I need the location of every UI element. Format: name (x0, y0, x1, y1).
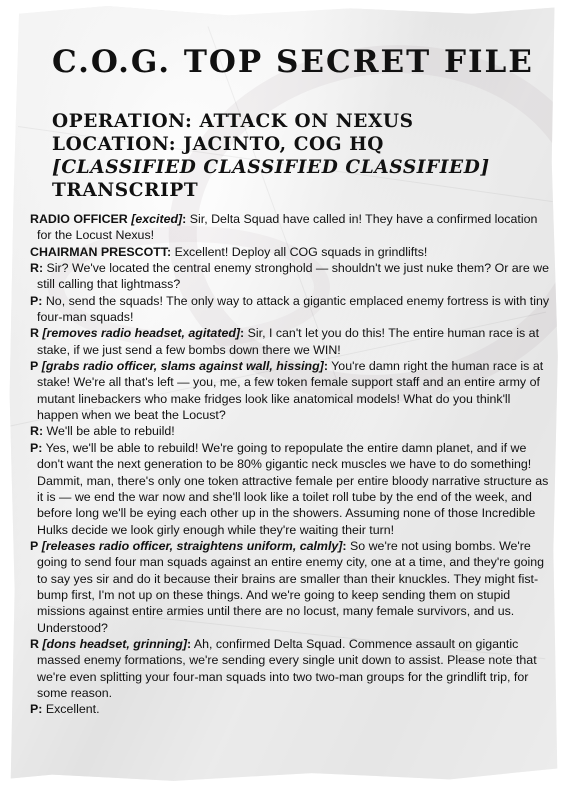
speaker-colon: : (182, 212, 187, 226)
stage-direction: [releases radio officer, straightens uniform, calmly] (41, 538, 343, 553)
transcript-entry (30, 538, 550, 636)
speaker-colon: : (38, 261, 44, 276)
speaker-colon: : (38, 293, 43, 308)
speaker-name: P (30, 538, 39, 553)
speaker-colon: : (38, 702, 43, 717)
dialogue-text: You're damn right the human race is at stake! We're all that's left — you, me, a few token female support staff and an entire army of mutant linebackers who make fridges look like anatomical models! What do you think'll happen when we beat the Locust? (37, 359, 544, 423)
dialogue-text: No, send the squads! The only way to attack a gigantic emplaced enemy fortress is with tiny four-man squads! (37, 293, 550, 325)
operation-header (52, 110, 490, 202)
transcript-entry (30, 211, 550, 244)
transcript-entry (30, 325, 550, 358)
speaker-colon: : (38, 440, 43, 455)
transcript-entry (30, 636, 550, 701)
speaker-name: P (30, 440, 39, 455)
transcript-body (30, 211, 550, 718)
speaker-name: RADIO OFFICER (30, 212, 128, 226)
speaker-colon: : (186, 636, 192, 651)
dialogue-text: Yes, we'll be able to rebuild! We're going to repopulate the entire damn planet, and if we don't want the next generation to be 80% gigantic neck muscles we have to do something! Dammit, man, there's only one token attractive female per entire bloody narrative structure as it is — we end the war now and she'll look like a toilet roll tube by the end of the week, and before long we'll be eying each other up in the showers. Assuming none of those Incredible Hulks decide we look girly enough while they're waiting their turn! (37, 440, 549, 537)
speaker-colon: : (240, 326, 245, 341)
dialogue-text: Sir, Delta Squad have called in! They have a confirmed location for the Locust Nexus! (37, 212, 538, 243)
transcript-entry (30, 260, 550, 293)
document-title: C.O.G. TOP SECRET FILE (52, 44, 534, 80)
speaker-name: P (30, 702, 39, 717)
transcript-entry (30, 358, 550, 423)
transcript-entry (30, 701, 550, 717)
transcript-label: TRANSCRIPT (52, 180, 199, 201)
stage-direction: [removes radio headset, agitated] (42, 326, 241, 341)
operation-line: OPERATION: ATTACK ON NEXUS (52, 111, 414, 132)
stage-direction: [excited] (131, 212, 183, 226)
speaker-name: R (30, 636, 39, 651)
stage-direction: [grabs radio officer, slams against wall, hissing] (41, 359, 324, 374)
transcript-entry (30, 293, 550, 326)
dialogue-text: We'll be able to rebuild! (43, 424, 175, 439)
speaker-colon: : (342, 538, 347, 553)
speaker-name: R (30, 424, 39, 439)
dialogue-text: Ah, confirmed Delta Squad. Commence assault on gigantic massed enemy formations, we're sending every single unit down to assist. Please note that we're even splitting your four-man squads into two two-man groups for the grindlift trip, for some reason. (37, 636, 537, 700)
location-line: LOCATION: JACINTO, COG HQ (52, 134, 384, 155)
transcript-entry (30, 423, 550, 439)
speaker-name: R (30, 261, 39, 276)
dialogue-text: Excellent! Deploy all COG squads in grindlifts! (171, 244, 428, 259)
speaker-colon: : (167, 244, 172, 259)
dialogue-text: Sir? We've located the central enemy stronghold — shouldn't we just nuke them? Or are we still calling that lightmass? (37, 261, 549, 292)
speaker-name: P (30, 359, 39, 374)
speaker-name: CHAIRMAN PRESCOTT (30, 244, 167, 259)
transcript-entry (30, 440, 550, 538)
dialogue-text: Excellent. (42, 702, 100, 717)
dialogue-text: So we're not using bombs. We're going to send four man squads against an entire enemy city, one at a time, and they're going to say yes sir and do it because their brains are smaller than their knuckles. They might fist-bump first, I'm not up on these things. And we're going to keep sending them on stupid missions against entire armies until there are no locust, many female survivors, and us. Understood? (37, 538, 545, 635)
stage-direction: [dons headset, grinning] (42, 636, 187, 651)
speaker-name: P (30, 293, 39, 308)
speaker-colon: : (38, 424, 44, 439)
transcript-entry (30, 244, 550, 260)
speaker-name: R (30, 326, 39, 341)
classified-line: [CLASSIFIED CLASSIFIED CLASSIFIED] (52, 157, 490, 178)
dialogue-text: Sir, I can't let you do this! The entire human race is at stake, if we just send a few bombs down there we WIN! (37, 326, 540, 357)
speaker-colon: : (323, 359, 328, 374)
